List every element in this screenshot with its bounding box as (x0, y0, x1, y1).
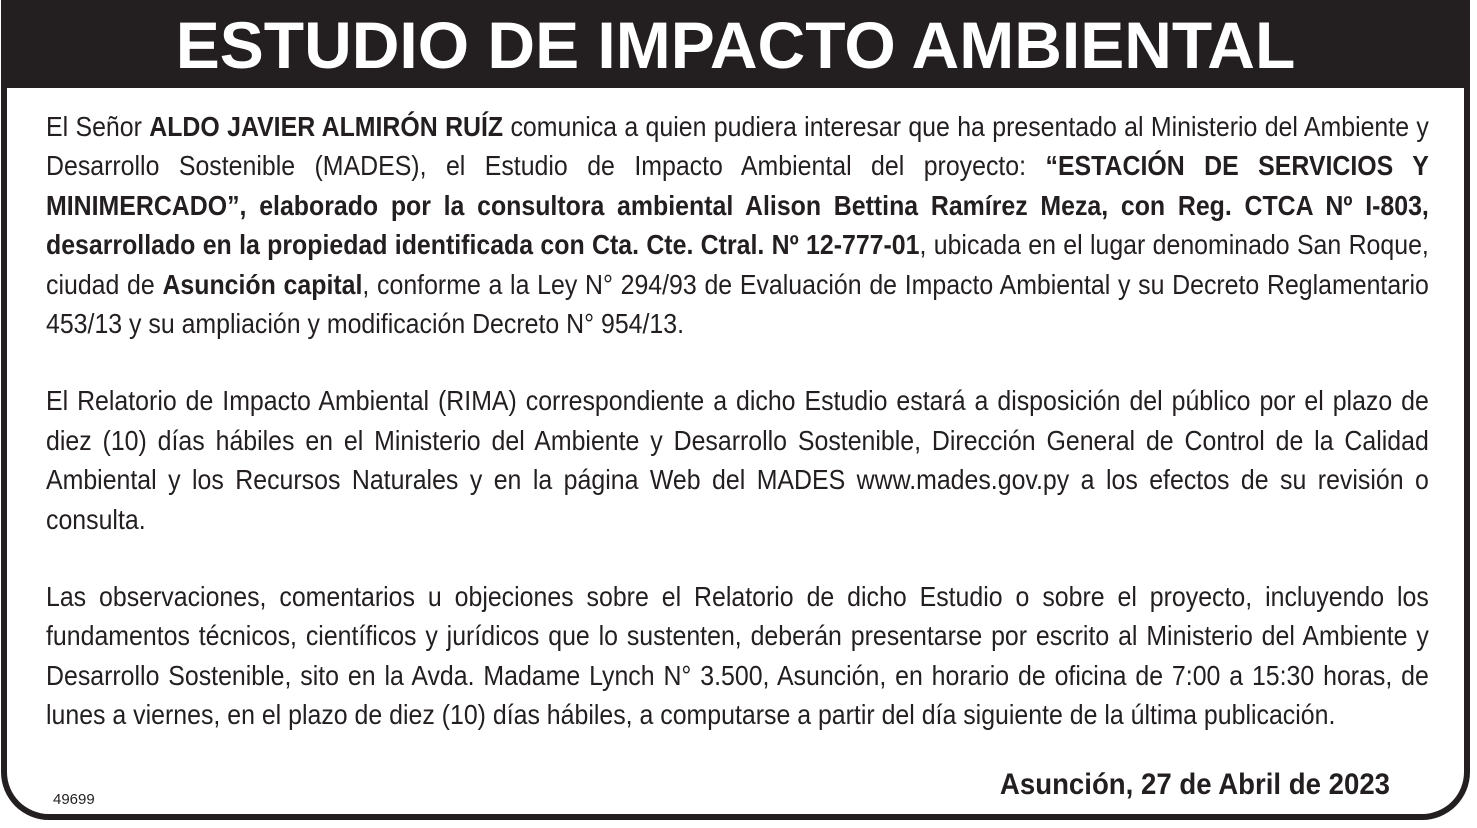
reference-number: 49699 (53, 791, 95, 808)
paragraph-observations: Las observaciones, comentarios u objeciones sobre el Relatorio de dicho Estudio o sobre el proyecto, incluyendo los fundamentos técnicos, científicos y jurídicos que lo sustenten, deberán presentarse por escrito al Ministerio del Ambiente y Desarrollo Sostenible, sito en la Avda. Madame Lynch N° 3.500, Asunción, en horario de oficina de 7:00 a 15:30 horas, de lunes a viernes, en el plazo de diez (10) días hábiles, a computarse a partir del día siguiente de la última publicación. (46, 581, 1429, 731)
city-name: Asunción capital (162, 268, 363, 300)
notice-frame (1, 0, 1470, 820)
date-line: Asunción, 27 de Abril de 2023 (999, 768, 1390, 801)
text-segment: comunica a quien pudiera interesar que ha presentado al Ministerio del Ambiente y Desarrollo Sostenible (MADES), el Estudio de Impacto Ambiental del proyecto: (46, 111, 1429, 182)
notice-body (46, 107, 1429, 773)
notice-header (7, 0, 1464, 88)
text-segment: , ubicada en el lugar denominado San Roque, ciudad de (46, 229, 1429, 300)
text-segment: El Señor (46, 111, 150, 142)
text-segment: , conforme a la Ley N° 294/93 de Evaluación de Impacto Ambiental y su Decreto Reglamentario 453/13 y su ampliación y modificación Decreto N° 954/13. (46, 268, 1429, 340)
paragraph-rima-availability: El Relatorio de Impacto Ambiental (RIMA) correspondiente a dicho Estudio estará a disposición del público por el plazo de diez (10) días hábiles en el Ministerio del Ambiente y Desarrollo Sostenible, Dirección General de Control de la Calidad Ambiental y los Recursos Naturales y en la página Web del MADES www.mades.gov.py a los efectos de su revisión o consulta. (46, 385, 1429, 535)
notice-title: ESTUDIO DE IMPACTO AMBIENTAL (175, 8, 1296, 82)
project-details: “ESTACIÓN DE SERVICIOS Y MINIMERCADO”, elaborado por la consultora ambiental Alison Bettina Ramírez Meza, con Reg. CTCA Nº I-803, desarrollado en la propiedad identificada con Cta. Cte. Ctral. Nº 12-777-01 (46, 150, 1429, 261)
proponent-name: ALDO JAVIER ALMIRÓN RUÍZ (149, 111, 504, 142)
paragraph-project-presentation (46, 107, 1429, 343)
